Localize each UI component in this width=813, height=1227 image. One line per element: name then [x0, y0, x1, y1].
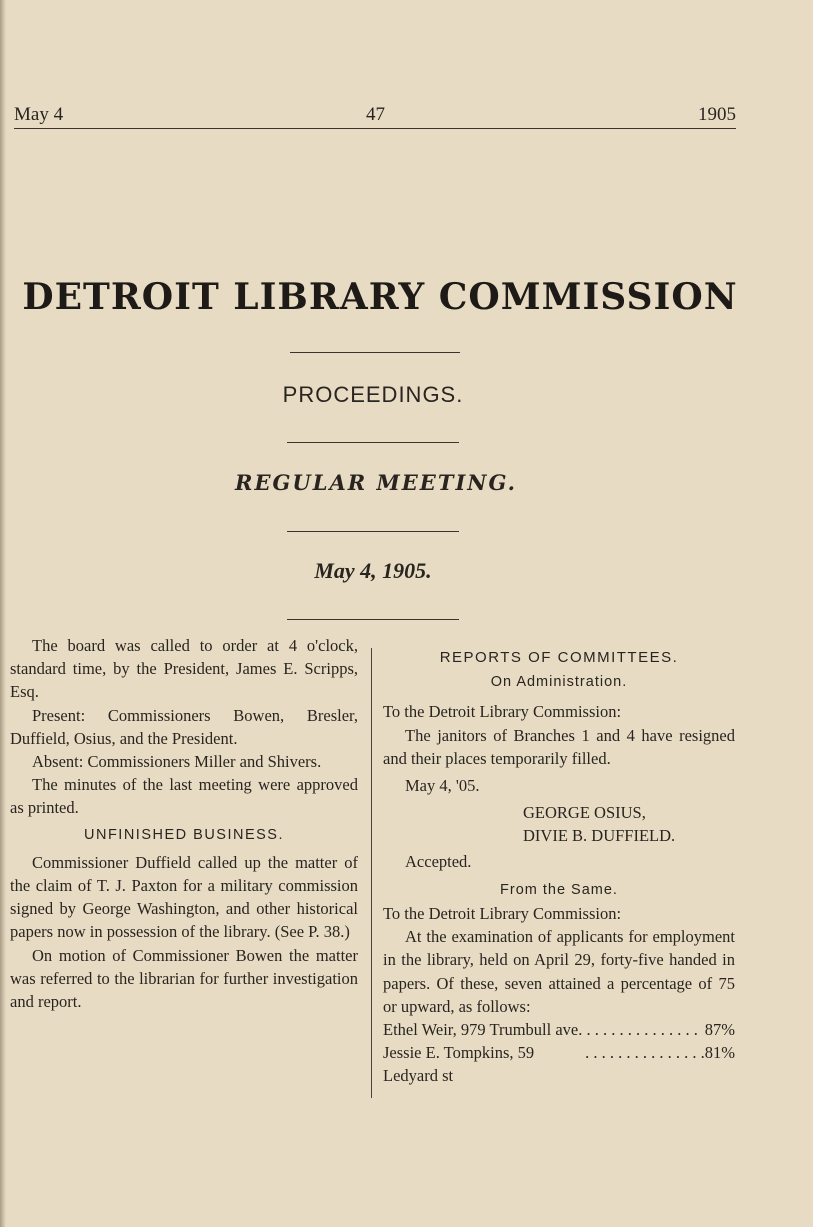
report2-salutation: To the Detroit Library Commission:: [383, 904, 622, 924]
right-column: [383, 644, 735, 1088]
paragraph-paxton-claim: Commissioner Duffield called up the matter of the claim of T. J. Paxton for a military commission signed by George Washington, and other historical papers now in possession of the library. (See P. 38.): [10, 852, 358, 942]
divider-rule: [287, 442, 459, 443]
report1-action: Accepted.: [405, 851, 472, 871]
report1-signer: DIVIE B. DUFFIELD.: [523, 826, 676, 846]
paragraph-present: Present: Commissioners Bowen, Bresler, Duffield, Osius, and the President.: [10, 705, 358, 748]
report1-salutation: To the Detroit Library Commission:: [383, 702, 622, 722]
dot-leader: . . . . . . . . . . . . . . .: [585, 1043, 705, 1063]
applicant-name: Jessie E. Tompkins, 59 Ledyard st: [383, 1043, 535, 1086]
header-year: 1905: [698, 104, 736, 125]
dot-leader: . . . . . . . . . . . . . . .: [578, 1020, 698, 1040]
applicant-score: 87%: [704, 1020, 735, 1040]
applicant-list-item: [383, 1041, 735, 1087]
report1-signer: GEORGE OSIUS,: [523, 803, 646, 823]
section-heading-reports: REPORTS OF COMMITTEES.: [439, 649, 679, 666]
report1-body: The janitors of Branches 1 and 4 have resigned and their places temporarily filled.: [383, 725, 735, 768]
paragraph-call-to-order: The board was called to order at 4 o'clock, standard time, by the President, James E. Scripps, Esq.: [10, 636, 358, 702]
page-edge-shadow: [0, 0, 6, 1227]
applicant-list-item: [383, 1018, 735, 1041]
header-date: May 4: [14, 104, 64, 125]
column-divider: [371, 648, 372, 1098]
meeting-type-heading: REGULAR MEETING.: [235, 470, 517, 495]
report2-body: At the examination of applicants for employment in the library, held on April 29, forty-five handed in papers. Of these, seven attained a percentage of 75 or upward, as follows:: [383, 927, 735, 1016]
document-title: DETROIT LIBRARY COMMISSION: [22, 276, 738, 318]
divider-rule: [290, 352, 460, 353]
header-page-number: 47: [366, 104, 385, 125]
page-header: [14, 100, 736, 129]
paragraph-motion: On motion of Commissioner Bowen the matter was referred to the librarian for further investigation and report.: [10, 945, 358, 1012]
left-column: [10, 634, 358, 1013]
paragraph-minutes: The minutes of the last meeting were approved as printed.: [10, 775, 358, 818]
paragraph-absent: Absent: Commissioners Miller and Shivers.: [32, 752, 322, 772]
applicant-name: Ethel Weir, 979 Trumbull ave: [383, 1020, 579, 1040]
meeting-date: May 4, 1905.: [314, 558, 432, 583]
divider-rule: [287, 619, 459, 620]
report1-date: May 4, '05.: [405, 776, 480, 796]
section-heading-unfinished-business: UNFINISHED BUSINESS.: [84, 826, 284, 843]
divider-rule: [287, 531, 459, 532]
applicant-score: 81%: [704, 1043, 735, 1063]
subheading-administration: On Administration.: [490, 674, 628, 691]
proceedings-heading: PROCEEDINGS.: [282, 382, 464, 407]
subheading-from-the-same: From the Same.: [500, 881, 618, 898]
